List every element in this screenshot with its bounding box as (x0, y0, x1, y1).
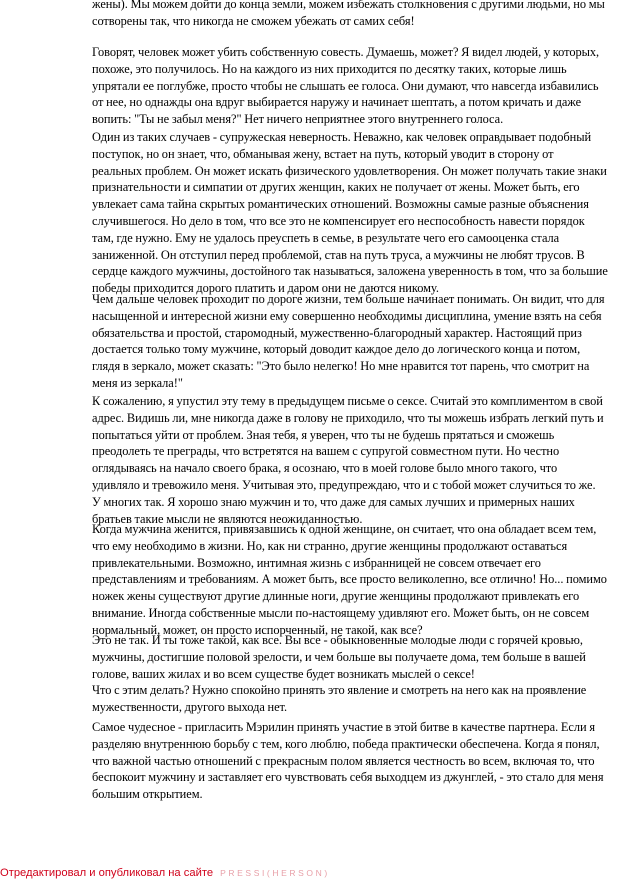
text-line: вопить: "Ты не забыл меня?" Нет ничего неприятнее этого внутреннего голоса. (92, 112, 504, 127)
text-line: упрятали ее поглубже, просто чтобы не слышать ее голоса. Они думают, что навсегда избавились (92, 78, 599, 93)
paragraph-3 (92, 129, 612, 297)
paragraph-1 (92, 0, 612, 30)
text-line: Когда мужчина женится, привязавшись к одной женщине, он считает, что она обладает всем тем, (92, 522, 597, 536)
text-line: оглядываясь на начало своего брака, я осознаю, что в моей голове было много такого, что (92, 461, 558, 476)
text-line: попытаться уйти от проблем. Зная тебя, я уверен, что ты не будешь прятаться и сможешь (92, 427, 555, 442)
text-line: Один из таких случаев - супружеская неверность. Неважно, как человек оправдывает подобный (92, 130, 592, 144)
text-line: У многих так. Я хорошо знаю мужчин и то, что даже для самых лучших и примерных наших (92, 494, 575, 509)
text-line: нормальный, может, он просто испорченный, не такой, как все? (92, 622, 423, 637)
text-line: мужественности, другого выхода нет. (92, 700, 288, 715)
text-line: Говорят, человек может убить собственную совесть. Думаешь, может? Я видел людей, у которых, (92, 45, 600, 59)
text-line: победы приходится дорого платить и даром они не даются никому. (92, 281, 439, 296)
text-line: там, где нужно. Ему не удалось преуспеть в семье, в результате чего его самооценка стала (92, 230, 560, 245)
paragraph-5 (92, 393, 612, 527)
text-line: поступок, но он знает, что, обманывая жену, встает на путь, который уводит в сторону от (92, 146, 554, 161)
text-line: признательности и симпатии от других женщин, каких не получает от жены. Может быть, его (92, 180, 580, 195)
paragraph-8 (92, 719, 612, 803)
paragraph-2 (92, 44, 612, 128)
text-line: К сожалению, я упустил эту тему в предыдущем письме о сексе. Считай это комплиментом в свой (92, 394, 603, 408)
text-line: насыщенной и интересной жизни ему совершенно необходимы дисциплина, умение взять на себя (92, 308, 602, 323)
text-line: обязательства и простой, старомодный, мужественно-благородный характер. Настоящий приз (92, 325, 582, 340)
text-line: внимание. Иногда собственные мысли по-настоящему удивляют его. Может быть, он не совсем (92, 605, 590, 620)
text-line: жены). Мы можем дойти до конца земли, можем избежать столкновения с другими людьми, но мы (92, 0, 605, 11)
text-line: заниженной. Он отступил перед проблемой, став на путь труса, а мужчины не любят трусов. В (92, 247, 585, 262)
text-line: голове, ваших жилах и во всем существе будет возникать мыслей о сексе! (92, 666, 475, 681)
text-line: беспокоит мужчину и заставляет его чувствовать себя выходцем из джунглей, - это стало для меня (92, 770, 604, 785)
text-line: Это не так. И ты тоже такой, как все. Вы все - обыкновенные молодые люди с горячей кровью, (92, 633, 583, 647)
paragraph-6 (92, 521, 612, 639)
text-line: братьев такие мысли не являются неожиданностью. (92, 511, 363, 526)
text-line: Что с этим делать? Нужно спокойно принять это явление и смотреть на него как на проявление (92, 683, 587, 698)
text-line: Чем дальше человек проходит по дороге жизни, тем больше начинает понимать. Он видит, что для (92, 292, 605, 306)
text-line: случившегося. Но дело в том, что все это не компенсирует его неспособность навести порядок (92, 213, 585, 228)
text-line: похоже, это получилось. Но на каждого из них приходится по десятку таких, которые лишь (92, 61, 567, 76)
text-line: ножек жены существуют другие длинные ноги, другие женщины продолжают привлекать его (92, 589, 580, 604)
paragraph-4 (92, 291, 612, 392)
text-line: реальных проблем. Он может искать физического удовлетворения. Он может получать такие знаки (92, 163, 607, 178)
text-line: большим открытием. (92, 787, 203, 802)
text-line: удивляло и тревожило меня. Учитывая это, предупреждаю, что и с тобой может случиться то же. (92, 477, 596, 492)
text-line: что ему необходимо в жизни. Но, как ни странно, другие женщины продолжают оставаться (92, 538, 568, 553)
text-line: Самое чудесное - пригласить Мэрилин принять участие в этой битве в качестве партнера. Если я (92, 720, 595, 734)
text-line: преодолеть те преграды, что встретятся на вашем с супругой совместном пути. Но честно (92, 444, 560, 459)
text-line: что важной частью отношений с прекрасным полом является честность во всем, включая то, что (92, 753, 595, 768)
text-line: глядя в зеркало, может сказать: "Это было нелегко! Но мне нравится тот парень, что смотрит на (92, 359, 590, 374)
text-line: достается только тому мужчине, который доводит каждое дело до логического конца и потом, (92, 342, 581, 357)
footer-site-link[interactable]: PRESSI(HERSON) (220, 868, 330, 878)
text-line: меня из зеркала!" (92, 375, 183, 390)
text-line: разделяю внутреннюю борьбу с тем, кого люблю, победа практически обеспечена. Когда я понял, (92, 736, 600, 751)
text-line: мужчины, достигшие половой зрелости, и чем больше вы получаете дома, тем больше в вашей (92, 649, 586, 664)
text-line: адрес. Видишь ли, мне никогда даже в голову не приходило, что ты можешь избрать легкий путь и (92, 410, 604, 425)
paragraph-7 (92, 632, 612, 716)
text-line: сердце каждого мужчины, достойного так называться, заложена уверенность в том, что за большие (92, 264, 608, 279)
text-line: представлениям и требованиям. А может быть, все просто великолепно, все отлично! Но... помимо (92, 572, 607, 587)
text-line: сотворены так, что никогда не сможем убежать от самих себя! (92, 13, 415, 28)
text-line: от нее, но однажды она вдруг выбирается наружу и начинает шептать, а потом кричать и даже (92, 95, 582, 110)
text-line: привлекательными. Возможно, интимная жизнь с избранницей не совсем отвечает его (92, 555, 541, 570)
footer-credit (0, 867, 330, 879)
footer-text: Отредактировал и опубликовал на сайте (0, 867, 214, 879)
text-line: увлекает сама тайна скрытых романтических отношений. Возможны самые разные объяснения (92, 197, 589, 212)
